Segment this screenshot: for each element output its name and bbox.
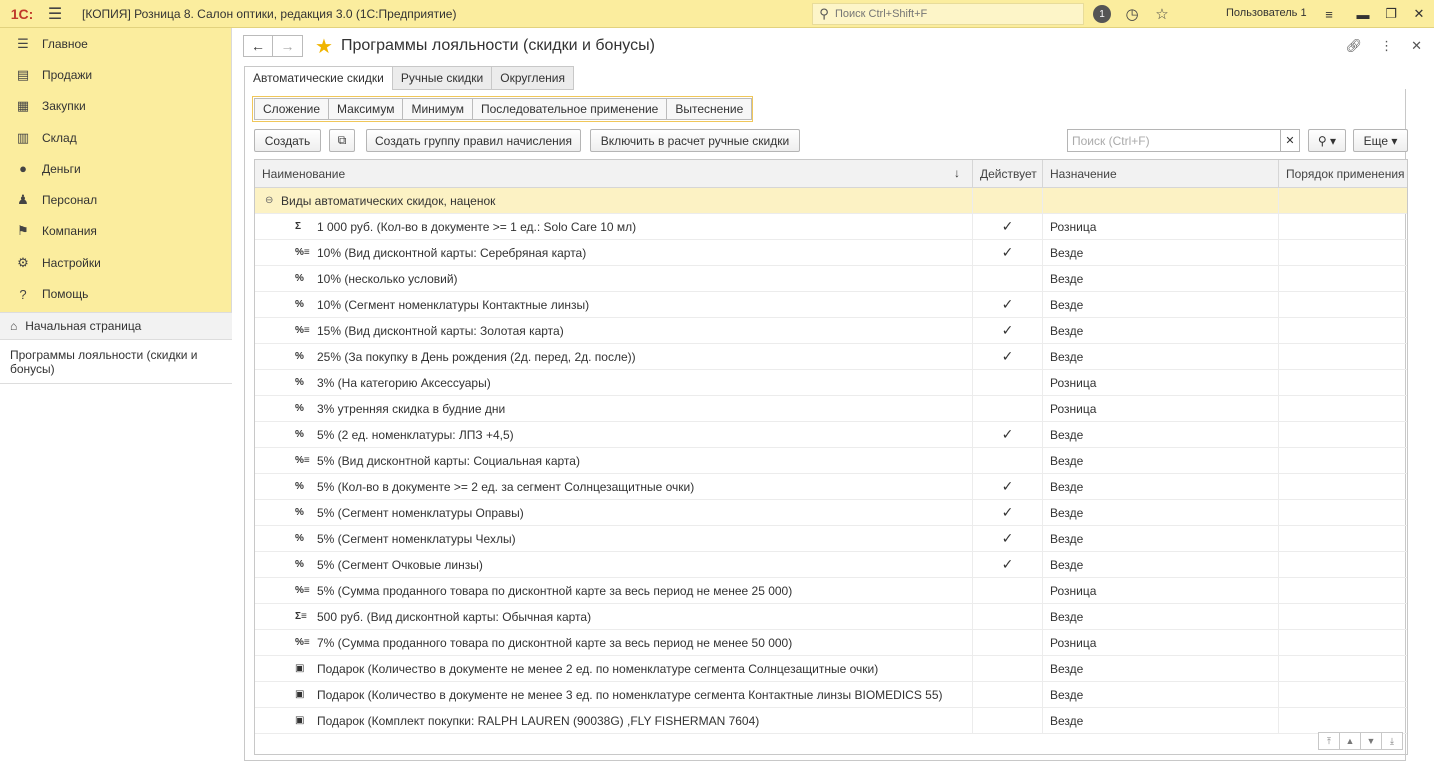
page-title: Программы лояльности (скидки и бонусы) <box>340 37 655 54</box>
row-name: Подарок (Количество в документе не менее 3 ед. по номенклатуре сегмента Контактные линзы BIOMEDICS 55) <box>317 687 943 702</box>
cell-order <box>1279 240 1407 265</box>
discount-type-icon: % <box>295 533 304 544</box>
search-options-button[interactable] <box>1308 129 1346 152</box>
discount-type-icon: %≡ <box>295 325 310 336</box>
cell-order <box>1279 214 1407 239</box>
cell-active <box>973 266 1043 291</box>
cell-name <box>255 370 973 395</box>
history-icon[interactable]: ◷ <box>1125 6 1139 23</box>
discount-type-icon: % <box>295 429 304 440</box>
cell-purpose: Розница <box>1043 630 1279 655</box>
tab-manual-discounts[interactable]: Ручные скидки <box>392 66 492 90</box>
group-label: Виды автоматических скидок, наценок <box>281 193 496 208</box>
cell-active: ✓ <box>973 474 1043 499</box>
table-row[interactable] <box>255 630 1407 656</box>
cell-order <box>1279 630 1407 655</box>
cell-name <box>255 656 973 681</box>
cell-order <box>1279 578 1407 603</box>
discount-type-icon: %≡ <box>295 585 310 596</box>
collapse-icon[interactable]: ⊖ <box>265 195 274 206</box>
search-icon: ⚲ <box>819 6 829 21</box>
back-button[interactable]: ← <box>243 35 273 57</box>
cell-active <box>973 370 1043 395</box>
sidebar-item-warehouse[interactable] <box>0 122 231 153</box>
title-tools <box>1346 38 1422 54</box>
notifications-icon[interactable] <box>1090 3 1114 25</box>
table-row[interactable] <box>255 682 1407 708</box>
cell-name <box>255 344 973 369</box>
home-icon: ⌂ <box>10 319 18 333</box>
cell-active <box>973 604 1043 629</box>
sidebar-item-main[interactable] <box>0 28 231 59</box>
sidebar-item-purchases[interactable] <box>0 91 231 122</box>
scroll-last-icon[interactable]: ⤓ <box>1381 732 1403 750</box>
cell-order <box>1279 682 1407 707</box>
row-name: 7% (Сумма проданного товара по дисконтной карте за весь период не менее 50 000) <box>317 635 793 650</box>
cell-order <box>1279 344 1407 369</box>
tabs <box>244 66 573 90</box>
cash-register-icon: ▤ <box>16 66 30 82</box>
cell-name <box>255 292 973 317</box>
main-content <box>233 28 1434 772</box>
sidebar-item-personnel[interactable] <box>0 184 231 215</box>
sidebar-item-settings[interactable] <box>0 247 231 278</box>
cell-order <box>1279 448 1407 473</box>
seg-addition[interactable]: Сложение <box>254 98 329 120</box>
cell-active: ✓ <box>973 552 1043 577</box>
sidebar-item-label: Деньги <box>42 161 81 176</box>
discount-type-icon: % <box>295 273 304 284</box>
table-row[interactable] <box>255 344 1407 370</box>
table-header <box>255 160 1407 188</box>
menu-lines-icon: ☰ <box>17 35 29 51</box>
gear-icon: ⚙ <box>17 254 29 270</box>
notifications-count: 1 <box>1093 5 1111 23</box>
table-row[interactable] <box>255 500 1407 526</box>
row-name: 5% (Вид дисконтной карты: Социальная карта) <box>317 453 580 468</box>
row-name: 3% (На категорию Аксессуары) <box>317 375 491 390</box>
cell-order <box>1279 318 1407 343</box>
cell-active: ✓ <box>973 318 1043 343</box>
sidebar-item-label: Склад <box>42 130 77 145</box>
table-body <box>255 214 1407 734</box>
cell-name <box>255 552 973 577</box>
cell-order <box>1279 552 1407 577</box>
cell-purpose: Везде <box>1043 604 1279 629</box>
cell-name <box>255 500 973 525</box>
sidebar <box>0 28 232 772</box>
title-row <box>243 34 655 58</box>
more-button[interactable]: Еще ▾ <box>1353 129 1408 152</box>
row-name: 1 000 руб. (Кол-во в документе >= 1 ед.: Solo Care 10 мл) <box>317 219 637 234</box>
row-name: 5% (Кол-во в документе >= 2 ед. за сегмент Солнцезащитные очки) <box>317 479 695 494</box>
scroll-first-icon[interactable]: ⤒ <box>1318 732 1340 750</box>
header-purpose[interactable]: Назначение <box>1043 160 1279 188</box>
cell-purpose: Везде <box>1043 448 1279 473</box>
discount-type-icon: % <box>295 299 304 310</box>
discount-type-icon: % <box>295 559 304 570</box>
cell-name <box>255 396 973 421</box>
sidebar-item-label: Закупки <box>42 99 86 114</box>
cell-purpose: Везде <box>1043 656 1279 681</box>
top-bar <box>0 0 1434 28</box>
sidebar-item-sales[interactable] <box>0 59 231 90</box>
discount-type-icon: % <box>295 377 304 388</box>
restore-icon[interactable]: ❐ <box>1385 6 1397 21</box>
table-row[interactable] <box>255 422 1407 448</box>
row-name: 10% (несколько условий) <box>317 271 458 286</box>
list-search-input[interactable]: Поиск (Ctrl+F) <box>1067 129 1281 152</box>
row-name: 3% утренняя скидка в будние дни <box>317 401 506 416</box>
table-row[interactable] <box>255 396 1407 422</box>
cell-active: ✓ <box>973 214 1043 239</box>
cell-active <box>973 578 1043 603</box>
warehouse-icon: ▥ <box>16 129 30 145</box>
cell-active: ✓ <box>973 500 1043 525</box>
open-windows-panel <box>0 312 232 772</box>
tab-rounding[interactable]: Округления <box>491 66 574 90</box>
row-name: 5% (Сегмент номенклатуры Чехлы) <box>317 531 516 546</box>
main-menu-icon[interactable]: ☰ <box>47 5 63 23</box>
cell-purpose: Розница <box>1043 214 1279 239</box>
table-row[interactable] <box>255 656 1407 682</box>
cell-order <box>1279 500 1407 525</box>
seg-maximum[interactable]: Максимум <box>328 98 403 120</box>
row-name: 500 руб. (Вид дисконтной карты: Обычная карта) <box>317 609 592 624</box>
cell-order <box>1279 422 1407 447</box>
cell-active <box>973 708 1043 733</box>
discount-type-icon: %≡ <box>295 455 310 466</box>
sidebar-item-money[interactable] <box>0 153 231 184</box>
cell-order <box>1279 604 1407 629</box>
cell-purpose: Везде <box>1043 526 1279 551</box>
cell-purpose: Розница <box>1043 396 1279 421</box>
clear-search-icon[interactable]: ✕ <box>1280 129 1300 152</box>
group-row[interactable] <box>255 188 1407 214</box>
app-title: [КОПИЯ] Розница 8. Салон оптики, редакция 3.0 (1С:Предприятие) <box>82 6 457 21</box>
cell-active <box>973 682 1043 707</box>
table-row[interactable] <box>255 214 1407 240</box>
scroll-down-icon[interactable]: ▼ <box>1360 732 1382 750</box>
copy-icon[interactable]: ⧉ <box>329 129 355 152</box>
discount-type-icon: ▣ <box>295 689 305 700</box>
cell-purpose: Везде <box>1043 500 1279 525</box>
row-name: 10% (Вид дисконтной карты: Серебряная карта) <box>317 245 587 260</box>
global-search[interactable] <box>812 3 1084 25</box>
cell-name <box>255 526 973 551</box>
sidebar-item-label: Продажи <box>42 67 93 82</box>
link-icon[interactable]: 🔗︎ <box>1345 38 1363 53</box>
discounts-table <box>254 159 1408 755</box>
cell-active <box>973 448 1043 473</box>
app-logo: 1С: <box>10 5 34 22</box>
truck-icon: ▦ <box>16 98 30 114</box>
seg-sequential[interactable]: Последовательное применение <box>472 98 667 120</box>
close-form-icon[interactable]: ✕ <box>1411 38 1422 53</box>
cell-name <box>255 422 973 447</box>
header-active[interactable]: Действует <box>973 160 1043 188</box>
row-name: 10% (Сегмент номенклатуры Контактные линзы) <box>317 297 590 312</box>
cell-purpose: Везде <box>1043 344 1279 369</box>
search-icon: ⚲ ▾ <box>1317 133 1337 148</box>
cell-active <box>973 656 1043 681</box>
cell-name <box>255 266 973 291</box>
coin-icon: ● <box>19 161 27 177</box>
close-window-icon[interactable]: ✕ <box>1413 6 1425 21</box>
cell-order <box>1279 708 1407 733</box>
seg-minimum[interactable]: Минимум <box>402 98 473 120</box>
table-row[interactable] <box>255 370 1407 396</box>
cell-name <box>255 682 973 707</box>
row-name: 5% (Сегмент Очковые линзы) <box>317 557 483 572</box>
header-name-label: Наименование <box>262 167 346 181</box>
cell-purpose: Везде <box>1043 318 1279 343</box>
cell-purpose: Везде <box>1043 240 1279 265</box>
cell-purpose: Розница <box>1043 578 1279 603</box>
cell-order <box>1279 292 1407 317</box>
forward-button[interactable]: → <box>273 35 303 57</box>
cell-active: ✓ <box>973 240 1043 265</box>
cell-purpose: Везде <box>1043 682 1279 707</box>
table-row[interactable] <box>255 552 1407 578</box>
cell-purpose: Везде <box>1043 266 1279 291</box>
sidebar-item-label: Настройки <box>42 255 101 270</box>
cell-name <box>255 448 973 473</box>
sidebar-item-company[interactable] <box>0 216 231 247</box>
cell-name <box>255 214 973 239</box>
cell-name <box>255 630 973 655</box>
sidebar-item-label: Компания <box>42 224 97 239</box>
cell-active: ✓ <box>973 344 1043 369</box>
row-name: 5% (Сегмент номенклатуры Оправы) <box>317 505 524 520</box>
sort-down-icon: ↓ <box>954 166 960 180</box>
settings-lines-icon[interactable]: ≡ <box>1325 6 1333 22</box>
create-button[interactable]: Создать <box>254 129 321 152</box>
table-row[interactable] <box>255 318 1407 344</box>
table-row[interactable] <box>255 266 1407 292</box>
tab-automatic-discounts[interactable]: Автоматические скидки <box>244 66 393 90</box>
cell-active: ✓ <box>973 422 1043 447</box>
user-name[interactable]: Пользователь 1 <box>1226 7 1307 19</box>
header-order[interactable]: Порядок применения <box>1286 167 1405 181</box>
more-button-label: Еще <box>1363 133 1389 148</box>
table-row[interactable] <box>255 604 1407 630</box>
favorites-star-icon[interactable]: ☆ <box>1155 6 1169 23</box>
cell-name <box>255 708 973 733</box>
help-icon: ? <box>19 286 27 302</box>
discount-type-icon: ▣ <box>295 715 305 726</box>
cell-order <box>1279 474 1407 499</box>
table-row[interactable] <box>255 292 1407 318</box>
cell-purpose: Везде <box>1043 292 1279 317</box>
cell-name <box>255 578 973 603</box>
list-pager <box>1319 732 1403 750</box>
home-page-link[interactable] <box>0 312 232 340</box>
table-row[interactable] <box>255 474 1407 500</box>
table-row[interactable] <box>255 578 1407 604</box>
row-name: 15% (Вид дисконтной карты: Золотая карта) <box>317 323 564 338</box>
create-group-button[interactable]: Создать группу правил начисления <box>366 129 581 152</box>
cell-purpose: Везде <box>1043 422 1279 447</box>
table-row[interactable] <box>255 526 1407 552</box>
cell-purpose: Розница <box>1043 370 1279 395</box>
cell-active <box>973 396 1043 421</box>
discount-type-icon: %≡ <box>295 637 310 648</box>
people-icon: ♟ <box>17 192 29 208</box>
home-page-label: Начальная страница <box>25 319 142 333</box>
cell-active <box>973 630 1043 655</box>
minimize-icon[interactable]: ▬ <box>1356 6 1370 22</box>
row-name: 25% (За покупку в День рождения (2д. перед, 2д. после)) <box>317 349 636 364</box>
cell-active: ✓ <box>973 526 1043 551</box>
sidebar-item-help[interactable] <box>0 278 231 309</box>
cell-order <box>1279 396 1407 421</box>
seg-displacement[interactable]: Вытеснение <box>666 98 752 120</box>
scroll-up-icon[interactable]: ▲ <box>1339 732 1361 750</box>
global-search-input[interactable] <box>835 8 1075 20</box>
discount-type-icon: Σ≡ <box>295 611 307 622</box>
row-name: Подарок (Комплект покупки: RALPH LAUREN (90038G) ,FLY FISHERMAN 7604) <box>317 713 760 728</box>
cell-order <box>1279 526 1407 551</box>
discount-type-icon: ▣ <box>295 663 305 674</box>
discount-type-icon: % <box>295 481 304 492</box>
combination-mode-group <box>252 96 753 122</box>
include-manual-button[interactable]: Включить в расчет ручные скидки <box>590 129 800 152</box>
cell-order <box>1279 656 1407 681</box>
sidebar-item-label: Персонал <box>42 193 98 208</box>
row-name: 5% (Сумма проданного товара по дисконтной карте за весь период не менее 25 000) <box>317 583 793 598</box>
cell-name <box>255 474 973 499</box>
cell-name <box>255 318 973 343</box>
open-window-loyalty[interactable]: Программы лояльности (скидки и бонусы) <box>0 340 232 384</box>
flag-icon: ⚑ <box>17 223 29 239</box>
table-row[interactable] <box>255 448 1407 474</box>
table-row[interactable] <box>255 708 1407 734</box>
cell-purpose: Везде <box>1043 474 1279 499</box>
row-name: 5% (2 ед. номенклатуры: ЛПЗ +4,5) <box>317 427 514 442</box>
cell-order <box>1279 370 1407 395</box>
cell-purpose: Везде <box>1043 708 1279 733</box>
cell-purpose: Везде <box>1043 552 1279 577</box>
cell-name <box>255 240 973 265</box>
sidebar-item-label: Главное <box>42 36 88 51</box>
discount-type-icon: % <box>295 507 304 518</box>
header-name[interactable] <box>255 160 973 188</box>
sidebar-item-label: Помощь <box>42 287 89 302</box>
discount-type-icon: %≡ <box>295 247 310 258</box>
table-row[interactable] <box>255 240 1407 266</box>
discount-type-icon: Σ <box>295 221 302 232</box>
cell-order <box>1279 266 1407 291</box>
favorite-star-icon[interactable]: ★ <box>315 35 333 58</box>
row-name: Подарок (Количество в документе не менее 2 ед. по номенклатуре сегмента Солнцезащитные очки) <box>317 661 879 676</box>
more-vertical-icon[interactable]: ⋮ <box>1380 38 1394 53</box>
cell-active: ✓ <box>973 292 1043 317</box>
discount-type-icon: % <box>295 351 304 362</box>
cell-name <box>255 604 973 629</box>
discount-type-icon: % <box>295 403 304 414</box>
